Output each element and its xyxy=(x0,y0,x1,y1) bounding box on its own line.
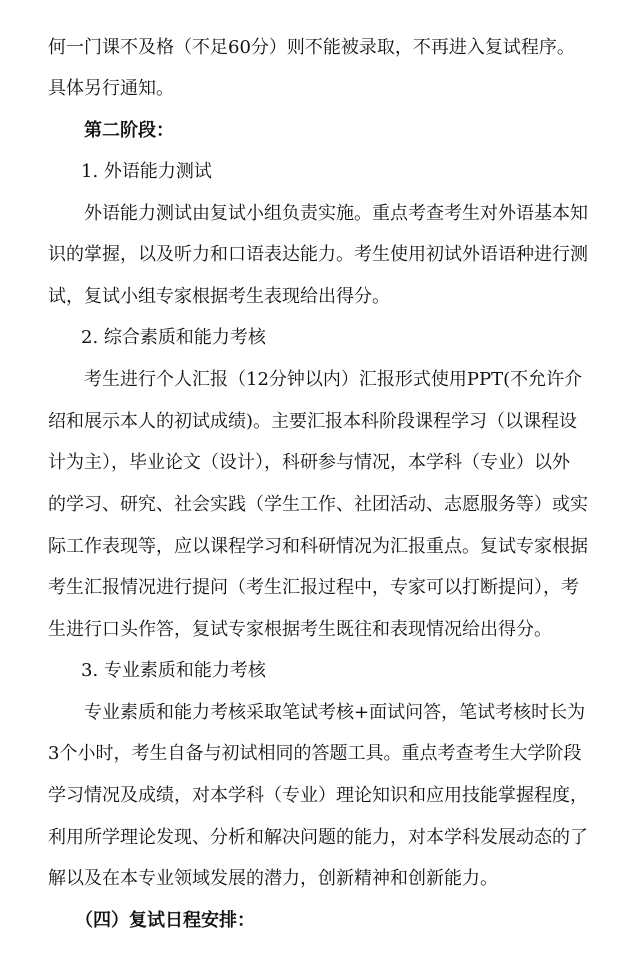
subsection-title-comprehensive: 2. 综合素质和能力考核 xyxy=(81,327,266,348)
paragraph-line xyxy=(0,36,598,60)
section-heading-schedule: （四）复试日程安排： xyxy=(75,910,255,931)
paragraph-line: 绍和展示本人的初试成绩)。主要汇报本科阶段课程学习（以课程设 xyxy=(48,411,578,432)
paragraph-line: 外语能力测试由复试小组负责实施。重点考查考生对外语基本知 xyxy=(84,203,588,224)
section-heading-stage-2: 第二阶段： xyxy=(84,120,174,141)
paragraph-line: 生进行口头作答，复试专家根据考生既往和表现情况给出得分。 xyxy=(48,619,552,640)
line-text: 具体另行通知。 xyxy=(48,78,174,99)
paragraph-line: 的学习、研究、社会实践（学生工作、社团活动、志愿服务等）或实 xyxy=(48,494,588,515)
paragraph-line: 解以及在本专业领域发展的潜力，创新精神和创新能力。 xyxy=(48,868,498,889)
paragraph-line: 考生汇报情况进行提问（考生汇报过程中，专家可以打断提问），考 xyxy=(48,577,579,598)
paragraph-line: 识的掌握，以及听力和口语表达能力。考生使用初试外语语种进行测 xyxy=(48,244,588,265)
subsection-title-foreign-language: 1. 外语能力测试 xyxy=(81,161,212,182)
subsection-title-professional: 3. 专业素质和能力考核 xyxy=(81,660,266,681)
paragraph-line: 考生进行个人汇报（12分钟以内）汇报形式使用PPT(不允许介 xyxy=(84,369,583,390)
paragraph-line: 试，复试小组专家根据考生表现给出得分。 xyxy=(48,286,390,307)
paragraph-line: 利用所学理论发现、分析和解决问题的能力，对本学科发展动态的了 xyxy=(48,827,588,848)
paragraph-line: 学习情况及成绩，对本学科（专业）理论知识和应用技能掌握程度， xyxy=(48,785,588,806)
paragraph-line: 专业素质和能力考核采取笔试考核+面试问答，笔试考核时长为 xyxy=(84,702,586,723)
paragraph-line: 3个小时，考生自备与初试相同的答题工具。重点考查考生大学阶段 xyxy=(48,743,582,764)
paragraph-line xyxy=(48,77,630,101)
paragraph-line: 际工作表现等，应以课程学习和科研情况为汇报重点。复试专家根据 xyxy=(48,536,588,557)
paragraph-line: 计为主），毕业论文（设计），科研参与情况，本学科（专业）以外 xyxy=(48,452,570,473)
line-text: 何一门课不及格（不足60分）则不能被录取，不再进入复试程序。 xyxy=(48,37,575,58)
